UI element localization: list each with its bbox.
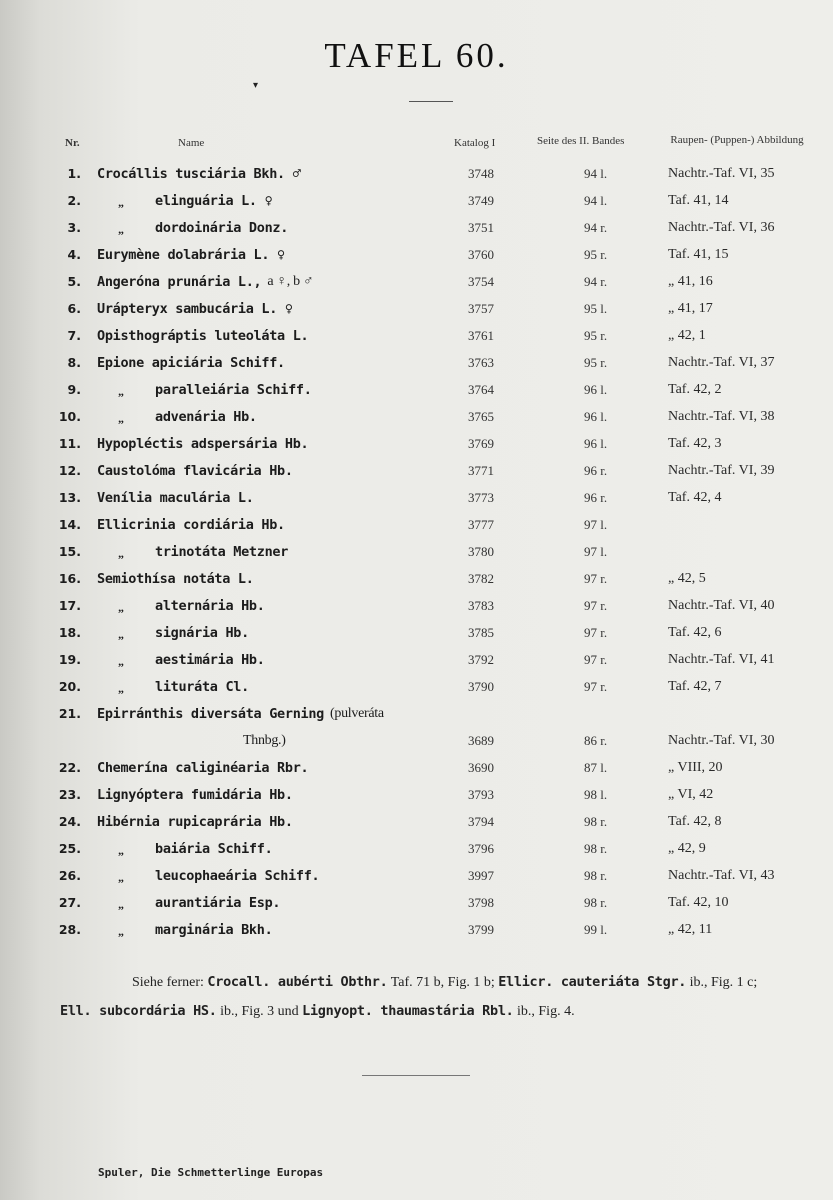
ditto-mark: „ <box>118 222 124 236</box>
print-mark: ▾ <box>253 80 259 91</box>
note-species: Ell. subcordária HS. <box>60 1003 217 1019</box>
header-raupen: Raupen- (Puppen-) Abbildung <box>670 134 804 146</box>
ditto-mark: „ <box>118 897 124 911</box>
katalog-number: 3790 <box>468 679 494 694</box>
table-row <box>0 760 833 786</box>
katalog-number: 3748 <box>468 166 494 181</box>
species-extra: Thnbg.) <box>243 733 286 748</box>
row-number: 21. <box>58 706 81 721</box>
species-name: Lignyóptera fumidária Hb. <box>97 787 293 803</box>
table-row <box>0 436 833 462</box>
katalog-number: 3751 <box>468 220 494 235</box>
table-row <box>0 355 833 381</box>
illustration-reference: Taf. 42, 7 <box>668 679 722 694</box>
katalog-number: 3761 <box>468 328 494 343</box>
see-also-note <box>60 968 820 1026</box>
ditto-mark: „ <box>118 870 124 884</box>
page-reference: 95 l. <box>584 301 608 316</box>
page-reference: 87 l. <box>584 760 608 775</box>
table-row <box>0 382 833 408</box>
illustration-reference: Nachtr.-Taf. VI, 35 <box>668 166 775 181</box>
katalog-number: 3783 <box>468 598 494 613</box>
ditto-mark: „ <box>118 654 124 668</box>
row-number: 11. <box>58 436 81 451</box>
row-number: 3. <box>67 220 81 235</box>
illustration-reference: Nachtr.-Taf. VI, 43 <box>668 868 775 883</box>
note-species: Crocall. aubérti Obthr. <box>207 974 388 990</box>
illustration-reference: „ 41, 16 <box>668 274 713 289</box>
table-row <box>0 301 833 327</box>
page-reference: 96 l. <box>584 382 608 397</box>
table-row <box>0 922 833 948</box>
species-name: Venília maculária L. <box>97 490 254 506</box>
page-reference: 94 r. <box>584 220 608 235</box>
row-number: 18. <box>58 625 81 640</box>
row-number: 8. <box>67 355 81 370</box>
species-extra: a ♀, b ♂ <box>267 274 314 289</box>
katalog-number: 3771 <box>468 463 494 478</box>
species-name: aestimária Hb. <box>155 652 265 668</box>
species-name: elinguária L. ♀ <box>155 193 273 209</box>
species-name: marginária Bkh. <box>155 922 273 938</box>
species-name: Epione apiciária Schiff. <box>97 355 285 371</box>
note-text: ib., Fig. 3 und <box>220 1004 299 1019</box>
page-reference: 98 r. <box>584 895 608 910</box>
page-reference: 96 r. <box>584 490 608 505</box>
katalog-number: 3689 <box>468 733 494 748</box>
illustration-reference: Nachtr.-Taf. VI, 41 <box>668 652 775 667</box>
page-reference: 97 r. <box>584 679 608 694</box>
table-row <box>0 220 833 246</box>
table-row <box>0 625 833 651</box>
species-name: Opisthográptis luteoláta L. <box>97 328 309 344</box>
row-number: 14. <box>58 517 81 532</box>
ditto-mark: „ <box>118 843 124 857</box>
katalog-number: 3764 <box>468 382 494 397</box>
illustration-reference: „ VIII, 20 <box>668 760 723 775</box>
row-number: 26. <box>58 868 81 883</box>
page-reference: 95 r. <box>584 355 608 370</box>
species-name: Epirránthis diversáta Gerning <box>97 706 325 722</box>
page-reference: 94 l. <box>584 193 608 208</box>
table-row <box>0 571 833 597</box>
header-seite: Seite des II. Bandes <box>537 135 625 147</box>
header-nr: Nr. <box>65 137 80 149</box>
table-row <box>0 193 833 219</box>
page-reference: 97 l. <box>584 544 608 559</box>
species-name: aurantiária Esp. <box>155 895 281 911</box>
katalog-number: 3799 <box>468 922 494 937</box>
species-name: Chemerína caliginéaria Rbr. <box>97 760 309 776</box>
row-number: 16. <box>58 571 81 586</box>
table-row <box>0 463 833 489</box>
page-title: TAFEL 60. <box>324 36 509 75</box>
katalog-number: 3785 <box>468 625 494 640</box>
katalog-number: 3760 <box>468 247 494 262</box>
illustration-reference: „ 42, 1 <box>668 328 706 343</box>
katalog-number: 3792 <box>468 652 494 667</box>
row-number: 4. <box>67 247 81 262</box>
row-number: 2. <box>67 193 81 208</box>
ditto-mark: „ <box>118 600 124 614</box>
table-row <box>0 598 833 624</box>
table-row <box>0 841 833 867</box>
species-name: Eurymène dolabrária L. ♀ <box>97 247 285 263</box>
ditto-mark: „ <box>118 546 124 560</box>
page-reference: 97 l. <box>584 517 608 532</box>
page-reference: 95 r. <box>584 247 608 262</box>
species-name: paralleiária Schiff. <box>155 382 312 398</box>
page-reference: 97 r. <box>584 571 608 586</box>
illustration-reference: Nachtr.-Taf. VI, 40 <box>668 598 775 613</box>
note-text: ib., Fig. 4. <box>517 1004 575 1019</box>
katalog-number: 3769 <box>468 436 494 451</box>
katalog-number: 3997 <box>468 868 494 883</box>
table-row <box>0 544 833 570</box>
note-text: ib., Fig. 1 c; <box>689 975 758 990</box>
species-extra: (pulveráta <box>330 706 384 721</box>
ditto-mark: „ <box>118 924 124 938</box>
katalog-number: 3782 <box>468 571 494 586</box>
ditto-mark: „ <box>118 681 124 695</box>
row-number: 15. <box>58 544 81 559</box>
katalog-number: 3765 <box>468 409 494 424</box>
row-number: 22. <box>58 760 81 775</box>
table-row <box>0 490 833 516</box>
species-name: Crocállis tusciária Bkh. ♂ <box>97 166 301 182</box>
katalog-number: 3793 <box>468 787 494 802</box>
note-text: Taf. 71 b, Fig. 1 b; <box>390 975 495 990</box>
species-name: baiária Schiff. <box>155 841 273 857</box>
illustration-reference: Taf. 42, 6 <box>668 625 722 640</box>
row-number: 5. <box>67 274 81 289</box>
illustration-reference: Nachtr.-Taf. VI, 37 <box>668 355 775 370</box>
illustration-reference: „ 42, 9 <box>668 841 706 856</box>
table-row <box>0 274 833 300</box>
illustration-reference: Taf. 42, 10 <box>668 895 729 910</box>
katalog-number: 3798 <box>468 895 494 910</box>
species-name: Ellicrinia cordiária Hb. <box>97 517 285 533</box>
table-row <box>0 895 833 921</box>
row-number: 20. <box>58 679 81 694</box>
table-row <box>0 652 833 678</box>
table-row <box>0 733 833 759</box>
bottom-rule <box>362 1075 470 1076</box>
illustration-reference: Taf. 42, 8 <box>668 814 722 829</box>
title-rule <box>409 101 453 102</box>
species-name: Hibérnia rupicaprária Hb. <box>97 814 293 830</box>
row-number: 27. <box>58 895 81 910</box>
species-name: leucophaeária Schiff. <box>155 868 320 884</box>
row-number: 12. <box>58 463 81 478</box>
species-name: Hypopléctis adspersária Hb. <box>97 436 309 452</box>
ditto-mark: „ <box>118 627 124 641</box>
species-name: alternária Hb. <box>155 598 265 614</box>
katalog-number: 3794 <box>468 814 494 829</box>
illustration-reference: Nachtr.-Taf. VI, 39 <box>668 463 775 478</box>
illustration-reference: Taf. 41, 14 <box>668 193 729 208</box>
table-row <box>0 679 833 705</box>
table-row <box>0 247 833 273</box>
illustration-reference: Taf. 42, 4 <box>668 490 722 505</box>
page-reference: 98 r. <box>584 814 608 829</box>
page-reference: 98 r. <box>584 868 608 883</box>
katalog-number: 3777 <box>468 517 494 532</box>
species-name: advenária Hb. <box>155 409 257 425</box>
species-name: trinotáta Metzner <box>155 544 289 560</box>
katalog-number: 3773 <box>468 490 494 505</box>
row-number: 19. <box>58 652 81 667</box>
illustration-reference: „ 42, 11 <box>668 922 713 937</box>
table-row <box>0 517 833 543</box>
illustration-reference: Nachtr.-Taf. VI, 30 <box>668 733 775 748</box>
page-reference: 94 r. <box>584 274 608 289</box>
page-reference: 96 r. <box>584 463 608 478</box>
katalog-number: 3757 <box>468 301 494 316</box>
katalog-number: 3749 <box>468 193 494 208</box>
page-reference: 86 r. <box>584 733 608 748</box>
row-number: 23. <box>58 787 81 802</box>
page-reference: 94 l. <box>584 166 608 181</box>
page-reference: 97 r. <box>584 598 608 613</box>
katalog-number: 3690 <box>468 760 494 775</box>
illustration-reference: „ 42, 5 <box>668 571 706 586</box>
table-row <box>0 328 833 354</box>
species-name: lituráta Cl. <box>155 679 249 695</box>
page-reference: 97 r. <box>584 652 608 667</box>
page-reference: 95 r. <box>584 328 608 343</box>
species-name: Caustolóma flavicária Hb. <box>97 463 293 479</box>
species-name: Angeróna prunária L., <box>97 274 262 290</box>
row-number: 25. <box>58 841 81 856</box>
page-reference: 98 r. <box>584 841 608 856</box>
katalog-number: 3796 <box>468 841 494 856</box>
row-number: 17. <box>58 598 81 613</box>
illustration-reference: Nachtr.-Taf. VI, 36 <box>668 220 775 235</box>
row-number: 1. <box>67 166 81 181</box>
table-row <box>0 787 833 813</box>
katalog-number: 3780 <box>468 544 494 559</box>
note-species: Lignyopt. thaumastária Rbl. <box>302 1003 514 1019</box>
row-number: 28. <box>58 922 81 937</box>
katalog-number: 3754 <box>468 274 494 289</box>
ditto-mark: „ <box>118 411 124 425</box>
footer: Spuler, Die Schmetterlinge Europas <box>98 1166 324 1179</box>
illustration-reference: „ VI, 42 <box>668 787 714 802</box>
species-name: dordoinária Donz. <box>155 220 289 236</box>
katalog-number: 3763 <box>468 355 494 370</box>
species-name: signária Hb. <box>155 625 249 641</box>
page-reference: 99 l. <box>584 922 608 937</box>
table-row <box>0 814 833 840</box>
row-number: 9. <box>67 382 81 397</box>
species-name: Urápteryx sambucária L. ♀ <box>97 301 293 317</box>
ditto-mark: „ <box>118 384 124 398</box>
row-number: 6. <box>67 301 81 316</box>
illustration-reference: Nachtr.-Taf. VI, 38 <box>668 409 775 424</box>
illustration-reference: „ 41, 17 <box>668 301 713 316</box>
page-reference: 98 l. <box>584 787 608 802</box>
species-name: Semiothísa notáta L. <box>97 571 254 587</box>
row-number: 24. <box>58 814 81 829</box>
illustration-reference: Taf. 42, 3 <box>668 436 722 451</box>
page-reference: 96 l. <box>584 436 608 451</box>
header-katalog: Katalog I <box>454 137 496 149</box>
page-reference: 97 r. <box>584 625 608 640</box>
table-row <box>0 409 833 435</box>
ditto-mark: „ <box>118 195 124 209</box>
table-row <box>0 706 833 732</box>
row-number: 10. <box>58 409 81 424</box>
table-row <box>0 868 833 894</box>
note-text: Siehe ferner: <box>132 975 204 990</box>
header-name: Name <box>178 137 205 149</box>
table-row <box>0 166 833 192</box>
row-number: 13. <box>58 490 81 505</box>
page-reference: 96 l. <box>584 409 608 424</box>
note-species: Ellicr. cauteriáta Stgr. <box>498 974 687 990</box>
row-number: 7. <box>67 328 81 343</box>
illustration-reference: Taf. 42, 2 <box>668 382 722 397</box>
illustration-reference: Taf. 41, 15 <box>668 247 729 262</box>
